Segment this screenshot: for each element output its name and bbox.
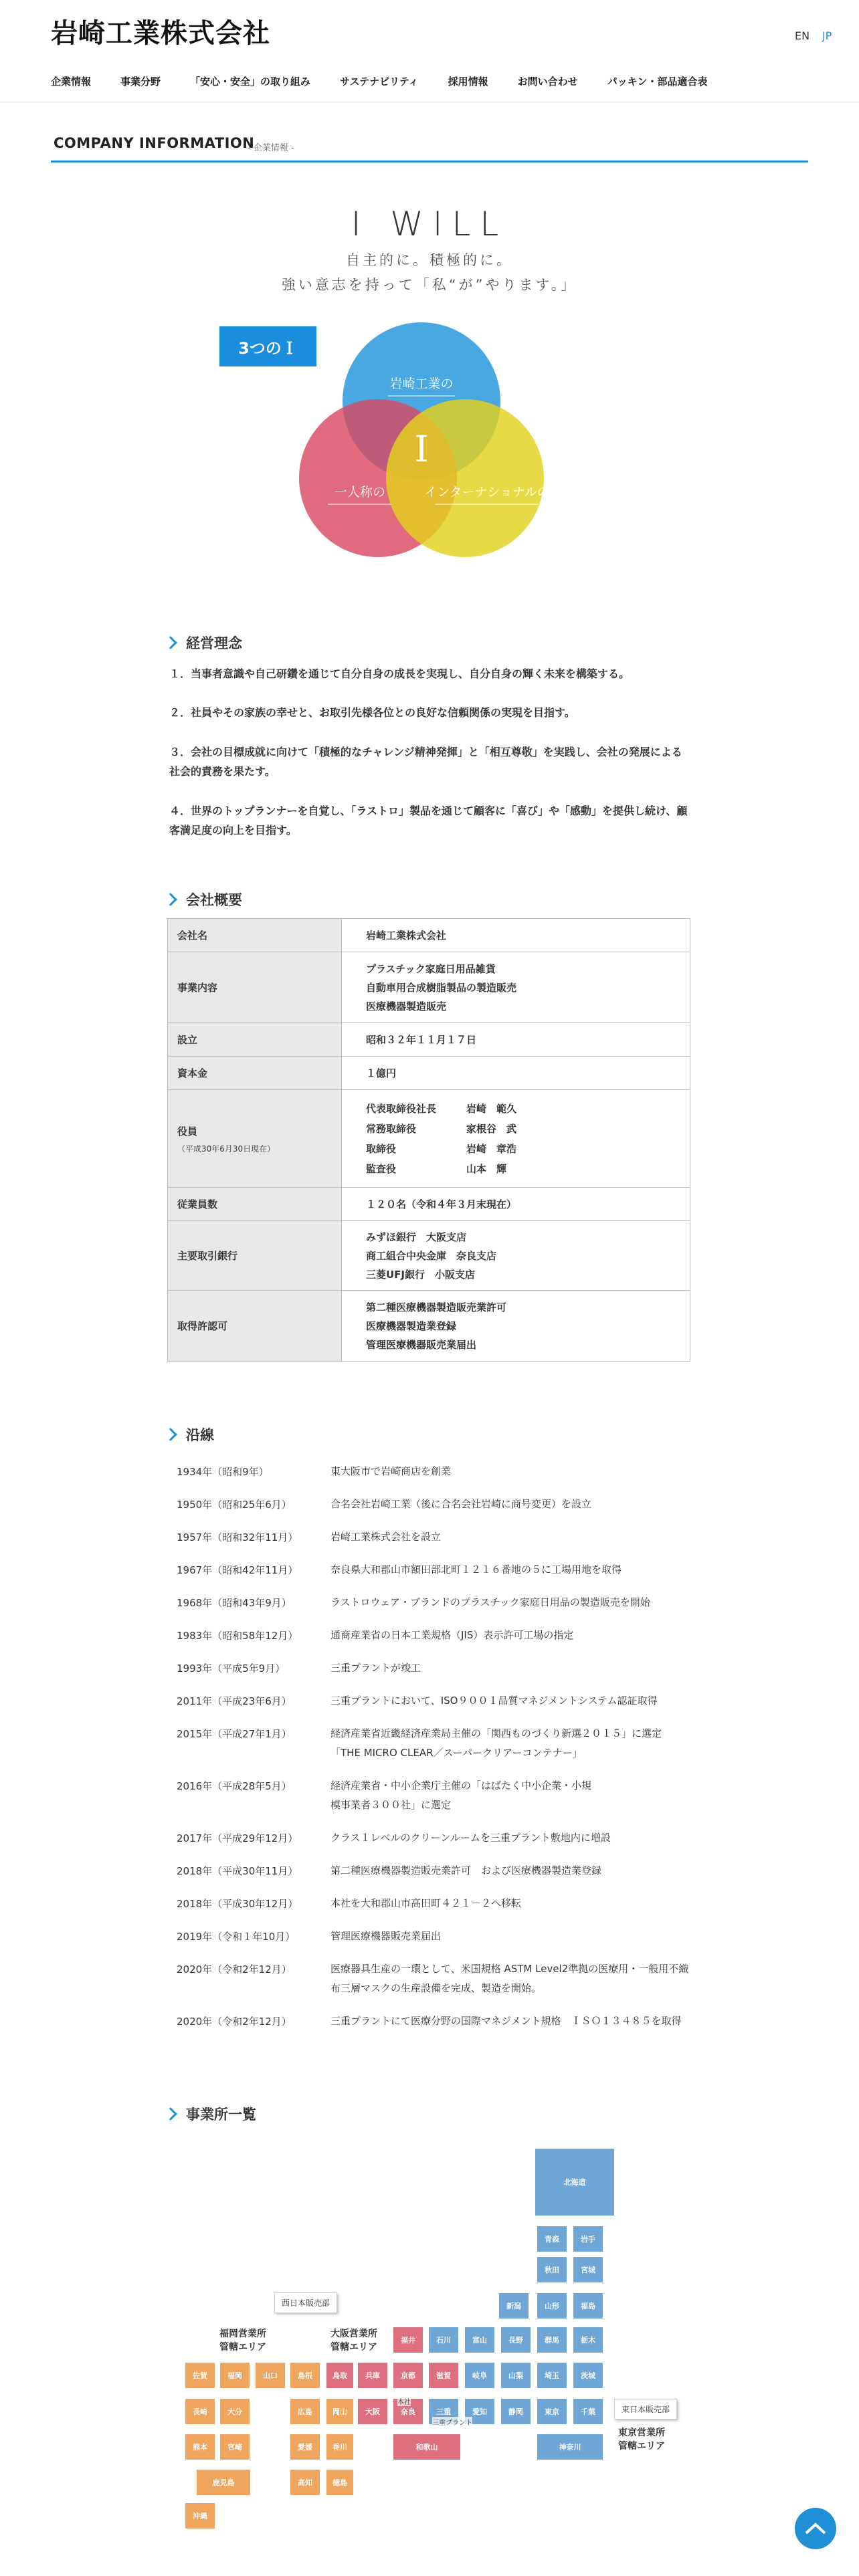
hero-headline: I WILL — [351, 205, 508, 243]
pref-ishikawa: 石川 — [429, 2327, 458, 2353]
table-row: 主要取引銀行 みずほ銀行 大阪支店 商工組合中央金庫 奈良支店 三菱UFJ銀行 小阪支店 — [168, 1221, 690, 1291]
pref-kumamoto: 熊本 — [185, 2434, 215, 2460]
overview-heading: 会社概要 — [167, 889, 242, 909]
pref-tochigi: 栃木 — [573, 2327, 603, 2353]
pref-nara: 奈良 — [393, 2399, 423, 2424]
pref-wakayama: 和歌山 — [393, 2434, 460, 2460]
nav-company[interactable]: 企業情報 — [51, 76, 92, 88]
lang-en-link[interactable]: EN — [795, 29, 810, 42]
nav-recruit[interactable]: 採用情報 — [448, 76, 488, 88]
pref-hokkaido: 北海道 — [535, 2149, 614, 2216]
venn-circle-right — [386, 399, 544, 557]
chevron-right-icon — [164, 2107, 177, 2121]
venn-diagram — [288, 321, 569, 575]
pref-chiba: 千葉 — [573, 2399, 603, 2424]
history-row: 2017年（平成29年12月） クラス１レベルのクリーンルームを三重プラント敷地内に増設 — [177, 1832, 611, 1844]
pref-nagano: 長野 — [501, 2327, 531, 2353]
history-row: 2015年（平成27年1月） 経済産業省近畿経済産業局主催の「関西ものづくり新選２０１５」に選定「THE MICRO CLEAR／スーパークリアーコンテナー」 — [177, 1727, 662, 1759]
nav-safety[interactable]: 「安心・安全」の取り組み — [190, 76, 311, 88]
pref-niigata: 新潟 — [499, 2293, 529, 2319]
history-row: 1950年（昭和25年6月） 合名会社岩崎工業（後に合名会社岩崎に商号変更）を設立 — [177, 1498, 592, 1511]
venn-center-i: I — [414, 428, 429, 470]
pref-tottori: 鳥取 — [326, 2363, 353, 2388]
hero-line-2: 強い意志を持って「私“が”やります。」 — [281, 277, 578, 293]
history-row: 1983年（昭和58年12月） 通商産業省の日本工業規格（JIS）表示許可工場の指定 — [177, 1629, 574, 1642]
page-title: COMPANY INFORMATION — [54, 135, 255, 151]
pref-gifu: 岐阜 — [465, 2363, 494, 2388]
philosophy-item: ４．世界のトップランナーを自覚し、「ラストロ」製品を通じて顧客に「喜び」や「感動」を提供し続け、顧客満足度の向上を目指す。 — [169, 804, 688, 837]
pref-miyazaki: 宮崎 — [220, 2434, 250, 2460]
table-row: 従業員数 １２０名（令和４年３月末現在） — [168, 1188, 690, 1221]
philosophy-item: ３．会社の目標成就に向けて「積極的なチャレンジ精神発揮」と「相互尊敬」を実践し、会社の発展による社会的責務を果たす。 — [169, 746, 682, 778]
venn-label-right: インターナショナルの — [424, 485, 550, 500]
title-underline — [51, 160, 808, 163]
history-row: 2011年（平成23年6月） 三重プラントにおいて、ISO９００１品質マネジメントシステム認証取得 — [177, 1695, 658, 1707]
pref-yamaguchi: 山口 — [256, 2363, 285, 2388]
nav-contact[interactable]: お問い合わせ — [517, 76, 578, 88]
pref-toyama: 富山 — [465, 2327, 494, 2353]
pref-shizuoka: 静岡 — [501, 2399, 531, 2424]
pref-fukuoka: 福岡 — [220, 2363, 250, 2388]
pref-ibaraki: 茨城 — [573, 2363, 603, 2388]
history-row: 1934年（昭和9年） 東大阪市で岩崎商店を創業 — [177, 1465, 452, 1478]
pref-hiroshima: 広島 — [290, 2399, 320, 2424]
pref-kagawa: 香川 — [326, 2434, 353, 2460]
table-row: 設立 昭和３２年１１月１７日 — [168, 1023, 690, 1057]
venn-label-left: 一人称の — [334, 485, 386, 500]
pref-osaka: 大阪 — [358, 2399, 387, 2424]
osaka-office-label: 大阪営業所 管轄エリア — [330, 2329, 377, 2353]
pref-oita: 大分 — [220, 2399, 250, 2424]
pref-miyagi: 宮城 — [573, 2257, 603, 2282]
hero-line-1: 自主的に。積極的に。 — [346, 252, 513, 268]
company-logo[interactable]: 岩崎工業株式会社 — [51, 17, 270, 49]
pref-iwate: 岩手 — [573, 2226, 603, 2252]
pref-okayama: 岡山 — [326, 2399, 353, 2424]
chevron-right-icon — [164, 893, 177, 906]
history-row: 1967年（昭和42年11月） 奈良県大和郡山市額田部北町１２１６番地の５に工場用地を取得 — [177, 1564, 622, 1576]
pref-fukushima: 福島 — [573, 2293, 603, 2319]
pref-aomori: 青森 — [537, 2226, 567, 2252]
three-i-badge: 3つのＩ — [219, 326, 316, 366]
table-row: 事業内容 プラスチック家庭日用品雑貨 自動車用合成樹脂製品の製造販売 医療機器製造販売 — [168, 952, 690, 1023]
chevron-up-icon — [803, 2521, 828, 2536]
philosophy-heading: 経営理念 — [167, 633, 242, 653]
pref-fukui: 福井 — [393, 2327, 423, 2353]
history-row: 2018年（平成30年12月） 本社を大和郡山市高田町４２１－２へ移転 — [177, 1897, 522, 1910]
history-row: 1993年（平成5年9月） 三重プラントが竣工 — [177, 1662, 421, 1675]
pref-nagasaki: 長崎 — [185, 2399, 215, 2424]
pref-kyoto: 京都 — [393, 2363, 423, 2388]
pref-ehime: 愛媛 — [290, 2434, 320, 2460]
company-overview-table — [167, 918, 690, 1362]
pref-mie: 三重 — [429, 2399, 458, 2424]
history-row: 2018年（平成30年11月） 第二種医療機器製造販売業許可 および医療機器製造業登録 — [177, 1864, 602, 1877]
history-row: 2020年（令和2年12月） 三重プラントにて医療分野の国際マネジメント規格 ＩＳＯ１３４８５を取得 — [177, 2015, 682, 2028]
history-row: 2016年（平成28年5月） 経済産業省・中小企業庁主催の「はばたく中小企業・小規模事業者３００社」に選定 — [177, 1780, 592, 1811]
history-row: 1968年（昭和43年9月） ラストロウェア・ブランドのプラスチック家庭日用品の製造販売を開始 — [177, 1596, 650, 1609]
table-row: 資本金 １億円 — [168, 1057, 690, 1090]
pref-okinawa: 沖縄 — [185, 2503, 215, 2529]
table-row: 取得許認可 第二種医療機器製造販売業許可 医療機器製造業登録 管理医療機器販売業届出 — [168, 1291, 690, 1362]
pref-kochi: 高知 — [290, 2470, 320, 2495]
pref-saga: 佐賀 — [185, 2363, 215, 2388]
main-nav — [51, 74, 737, 88]
pref-saitama: 埼玉 — [537, 2363, 567, 2388]
philosophy-item: ２．社員やその家族の幸せと、お取引先様各位との良好な信頼関係の実現を目指す。 — [169, 706, 575, 719]
nav-sustainability[interactable]: サステナビリティ — [340, 76, 419, 88]
pref-tokushima: 徳島 — [326, 2470, 353, 2495]
pref-shiga: 滋賀 — [429, 2363, 458, 2388]
pref-hyogo: 兵庫 — [358, 2363, 387, 2388]
pref-tokyo: 東京 — [537, 2399, 567, 2424]
mie-plant-marker: 三重プラント — [432, 2417, 472, 2427]
pref-kanagawa: 神奈川 — [537, 2434, 603, 2460]
history-row: 1957年（昭和32年11月） 岩崎工業株式会社を設立 — [177, 1531, 442, 1543]
history-row: 2019年（令和１年10月） 管理医療機器販売業届出 — [177, 1930, 442, 1943]
chevron-right-icon — [164, 1428, 177, 1441]
tokyo-office-label: 東京営業所 管轄エリア — [618, 2428, 665, 2452]
nav-business[interactable]: 事業分野 — [120, 76, 161, 88]
pref-shimane: 島根 — [290, 2363, 320, 2388]
honsha-marker: 本社 — [397, 2396, 411, 2406]
pref-aichi: 愛知 — [465, 2399, 494, 2424]
fukuoka-office-label: 福岡営業所 管轄エリア — [219, 2329, 266, 2353]
pref-gunma: 群馬 — [537, 2327, 567, 2353]
table-row: 役員 （平成30年6月30日現在） 代表取締役社長 岩崎 範久 常務取締役 家根谷 武 取締役 岩崎 章浩 監査役 山本 輝 — [168, 1090, 690, 1188]
nav-parts[interactable]: パッキン・部品適合表 — [607, 76, 708, 88]
pref-kagoshima: 鹿児島 — [197, 2470, 250, 2495]
lang-jp-link[interactable]: JP — [822, 29, 832, 42]
venn-label-top: 岩崎工業の — [389, 377, 454, 391]
history-heading: 沿線 — [167, 1424, 214, 1444]
table-row: 会社名 岩崎工業株式会社 — [168, 919, 690, 952]
chevron-right-icon — [164, 636, 177, 649]
east-sales-tag: 東日本販売部 — [614, 2399, 677, 2420]
pref-yamanashi: 山梨 — [501, 2363, 531, 2388]
page-subtitle: - 企業情報 - — [248, 143, 294, 153]
west-sales-tag: 西日本販売部 — [274, 2292, 337, 2313]
pref-yamagata: 山形 — [537, 2293, 567, 2319]
offices-heading: 事業所一覧 — [167, 2104, 256, 2124]
pref-akita: 秋田 — [537, 2257, 567, 2282]
history-row: 2020年（令和2年12月） 医療器具生産の一環として、米国規格 ASTM Level2準拠の医療用・一般用不織布三層マスクの生産設備を完成、製造を開始。 — [177, 1963, 689, 1994]
philosophy-item: １．当事者意識や自己研鑽を通じて自分自身の成長を実現し、自分自身の輝く未来を構築する。 — [169, 667, 630, 680]
scroll-to-top-button[interactable] — [795, 2508, 836, 2549]
